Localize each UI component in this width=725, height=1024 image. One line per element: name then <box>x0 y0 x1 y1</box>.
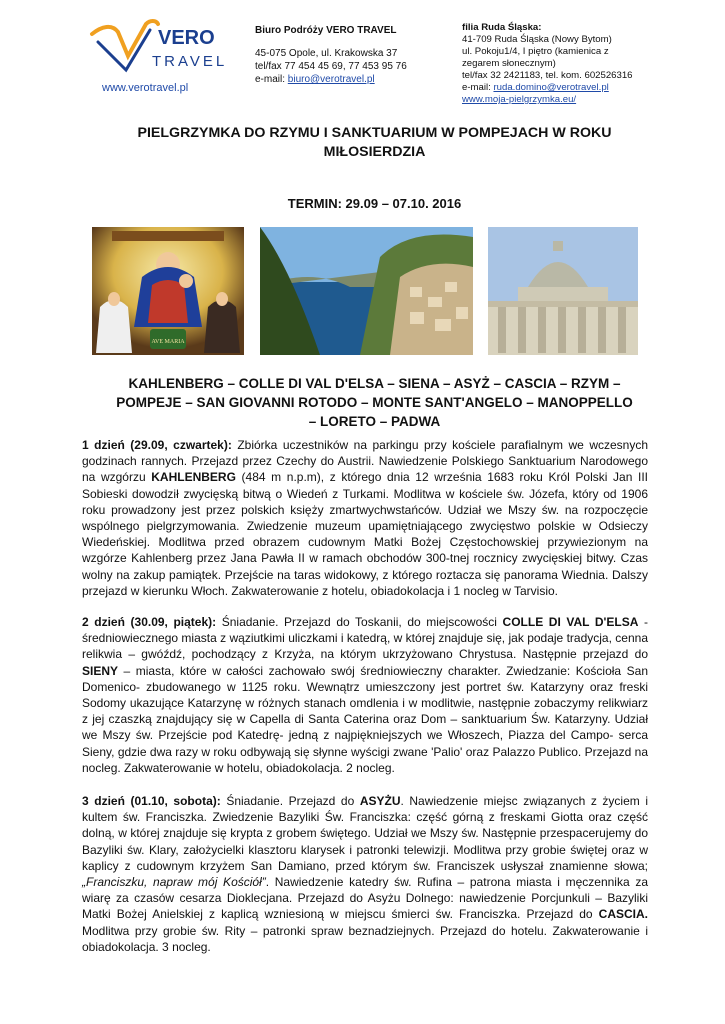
office-email-link[interactable]: biuro@verotravel.pl <box>287 74 375 85</box>
day-3-text-1: Śniadanie. Przejazd do <box>220 794 360 808</box>
day-2-paragraph <box>82 614 648 776</box>
document-header <box>0 0 725 110</box>
title-line-2: MIŁOSIERDZIA <box>323 144 426 160</box>
website-link[interactable]: www.verotravel.pl <box>102 82 189 94</box>
day-3-quote: „Franciszku, napraw mój Kościół” <box>82 875 266 890</box>
day-3-place-1: ASYŻU <box>359 794 401 808</box>
day-2-text-1: Śniadanie. Przejazd do Toskanii, do miejscowości <box>216 615 503 629</box>
office-address: 45-075 Opole, ul. Krakowska 37 <box>255 48 398 59</box>
office-name: Biuro Podróży VERO TRAVEL <box>255 25 397 36</box>
branch-email-row <box>462 82 662 94</box>
office-contact <box>255 24 455 86</box>
title-line-1: PIELGRZYMKA DO RZYMU I SANKTUARIUM W POMPEJACH W ROKU <box>137 125 612 141</box>
day-1-place-1: KAHLENBERG <box>151 470 236 485</box>
route-line-3: – LORETO – PADWA <box>308 414 441 429</box>
branch-address-3: zegarem słonecznym) <box>462 58 556 69</box>
day-1-text-2: (484 m n.p.m), z którego dnia 12 września 1683 roku Król Polski Jan III Sobieski dowodził zwycięską bitwą o Wiedeń z Turkami. Modlitwa w kościele św. Józefa, który od 1906 roku prowadzony jest przez polskich księży zmartwychwstańców. Udział we Mszy św. na rozpoczęcie wspólnego pielgrzymowania. Zwiedzenie muzeum upamiętniającego zwycięstwo polskie w Odsieczy Wiedeńskiej. Modlitwa przed obrazem cudownym Matki Bożej Częstochowskiej przywiezionym na wzgórze Kahlenberg przez Jana Pawła II w ramach obchodów 300-tnej rocznicy zwycięskiej bitwy. Czas wolny na zakup pamiątek. Przejście na taras widokowy, z którego roztacza się panorama Wiednia. Dalszy przejazd w kierunku Włoch. Zakwaterowanie z hotelu, obiadokolacja i 1 nocleg w Tarvisio. <box>82 470 648 598</box>
route-list <box>92 374 657 431</box>
amalfi-coast-image <box>260 227 473 355</box>
day-3-label: 3 dzień (01.10, sobota): <box>82 794 221 808</box>
branch-site-row <box>462 94 662 106</box>
ave-maria-caption: AVE MARIA <box>151 339 185 345</box>
day-3-text-3: . Nawiedzenie katedry św. Rufina – patrona miasta i męczennika za wiarę za czasów cesarza Dioklecjana. Przejazd do Asyżu Dolnego: nawiedzenie Porcjunkuli – Bazyliki Matki Bożej Anielskiej z kaplicą wzniesioną w miejscu śmierci św. Franciszka. Przejazd do <box>82 875 648 922</box>
day-3-place-2: CASCIA. <box>598 907 648 922</box>
day-2-text-3: – miasta, które w całości zachowało swój średniowieczny charakter. Zwiedzanie: Kościoła San Domenico- zbudowanego w 1125 roku. Wewnątrz umieszczony jest portret św. Katarzyny oraz freski Sodomy ukazujące Katarzynę w różnych stanach omdlenia i w modlitwie, następnie zobaczymy relikwiarz z jej czaszką znajdujący się w Capella di Santa Caterina oraz Dom – sanktuarium Św. Katarzyny. Udział we Mszy św. Przejście pod Katedrę- jedną z najpiękniejszych we Włoszech, Piazza del Campo- serca Sieny, gdzie dwa razy w roku odbywają się słynne wyścigi zwane 'Palio' oraz Palazzo Publico. Przejazd na nocleg. Zakwaterowanie w hotelu, obiadokolacja. 2 nocleg. <box>82 663 648 775</box>
office-phone: tel/fax 77 454 45 69, 77 453 95 76 <box>255 61 407 72</box>
document-title <box>92 124 657 162</box>
madonna-pompeii-image <box>92 227 244 355</box>
day-1-paragraph <box>82 437 648 599</box>
trip-dates: TERMIN: 29.09 – 07.10. 2016 <box>287 196 462 211</box>
day-2-text-2: - średniowiecznego miasta z wąziutkimi uliczkami i katedrą, w której znajduje się, jak podaje tradycja, cenna relikwia – gwóźdź, pochodzący z Krzyża, na którym ukrzyżowano Chrystusa. Następnie przejazd do <box>82 615 648 662</box>
branch-site-link[interactable]: www.moja-pielgrzymka.eu/ <box>462 94 577 105</box>
office-email-label: e-mail: <box>255 74 288 85</box>
day-2-place-2: SIENY <box>82 663 119 678</box>
st-peters-basilica-image <box>488 227 638 355</box>
day-3-text-2: . Nawiedzenie miejsc związanych z życiem i kultem św. Franciszka. Zwiedzenie Bazyliki Św. Franciszka: część górną z freskami Giotta oraz część dolną, w której znajduje się krypta z grobem świętego. Udział we Mszy św. Następnie przespacerujemy do Bazyliki św. Klary, założycielki klasztoru klarysek i patronki telewizji. Modlitwa przy grobie świętej oraz w kaplicy z cudownym krzyżem San Damiano, przed którym św. Franciszek usłyszał znamienne słowa; <box>82 794 649 873</box>
logo-text-bottom: TRAVEL <box>152 53 228 70</box>
branch-contact <box>462 22 662 106</box>
day-2-label: 2 dzień (30.09, piątek): <box>82 615 217 629</box>
route-line-1: KAHLENBERG – COLLE DI VAL D'ELSA – SIENA – ASYŻ – CASCIA – RZYM – <box>128 376 621 391</box>
branch-name: filia Ruda Śląska: <box>462 22 542 33</box>
branch-phone: tel/fax 32 2421183, tel. kom. 602526316 <box>462 70 633 81</box>
branch-address-2: ul. Pokoju1/4, I piętro (kamienica z <box>462 46 609 57</box>
logo-text-top: VERO <box>158 27 215 49</box>
branch-address-1: 41-709 Ruda Śląska (Nowy Bytom) <box>462 34 612 45</box>
day-3-text-4: Modlitwa przy grobie św. Rity – patronki spraw beznadziejnych. Przejazd do hotelu. Zakwaterowanie i obiadokolacja. 3 nocleg. <box>82 923 648 954</box>
branch-email-label: e-mail: <box>462 82 494 93</box>
vero-travel-logo <box>88 16 228 76</box>
day-2-place-1: COLLE DI VAL D'ELSA <box>502 615 639 629</box>
photo-strip <box>0 227 725 357</box>
day-1-text-1: Zbiórka uczestników na parkingu przy kościele parafialnym we wczesnych godzinach rannych. Przejazd przez Czechy do Austrii. Nawiedzenie Polskiego Sanktuarium Narodowego na wzgórzu <box>82 438 649 485</box>
route-line-2: POMPEJE – SAN GIOVANNI ROTODO – MONTE SANT'ANGELO – MANOPPELLO <box>116 395 633 410</box>
day-3-paragraph <box>82 793 648 955</box>
day-1-label: 1 dzień (29.09, czwartek): <box>82 438 232 452</box>
branch-email-link[interactable]: ruda.domino@verotravel.pl <box>493 82 609 93</box>
office-email-row <box>255 73 455 86</box>
